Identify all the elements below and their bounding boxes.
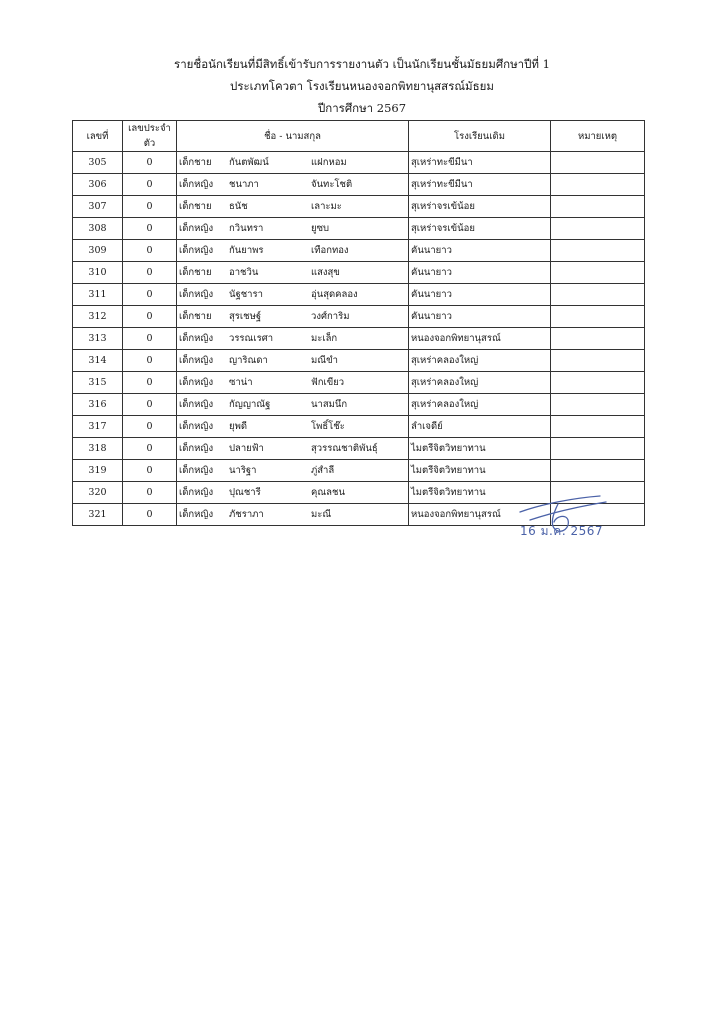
cell-no: 317 — [73, 416, 123, 438]
last-name: โพธิ์โช๊ะ — [311, 421, 345, 432]
cell-no: 321 — [73, 504, 123, 526]
name-prefix: เด็กหญิง — [179, 223, 214, 234]
cell-name — [177, 350, 409, 372]
document-title: รายชื่อนักเรียนที่มีสิทธิ์เข้ารับการรายงานตัว เป็นนักเรียนชั้นมัธยมศึกษาปีที่ 1 — [174, 57, 550, 71]
last-name: อุ่นสุดคลอง — [311, 289, 358, 300]
name-prefix: เด็กหญิง — [179, 399, 214, 410]
cell-note — [551, 174, 645, 196]
cell-school: หนองจอกพิทยานุสรณ์ — [409, 328, 551, 350]
cell-name — [177, 306, 409, 328]
cell-id: 0 — [123, 438, 177, 460]
name-prefix: เด็กชาย — [179, 267, 212, 278]
last-name: มะเล็ก — [311, 333, 338, 344]
cell-name — [177, 416, 409, 438]
first-name: กันตพัฒน์ — [229, 157, 269, 168]
last-name: มะณี — [311, 509, 332, 520]
first-name: ซาน่า — [229, 377, 253, 388]
student-roster-table — [72, 120, 645, 526]
table-row — [73, 262, 645, 284]
table-row — [73, 438, 645, 460]
cell-note — [551, 240, 645, 262]
cell-no: 314 — [73, 350, 123, 372]
name-prefix: เด็กหญิง — [179, 443, 214, 454]
table-row — [73, 174, 645, 196]
first-name: กันยาพร — [229, 245, 264, 256]
table-row — [73, 350, 645, 372]
first-name: ปลายฟ้า — [229, 443, 264, 454]
cell-name — [177, 262, 409, 284]
last-name: ยูซบ — [311, 223, 330, 234]
cell-id: 0 — [123, 504, 177, 526]
name-prefix: เด็กหญิง — [179, 421, 214, 432]
cell-name — [177, 240, 409, 262]
cell-note — [551, 394, 645, 416]
cell-no: 311 — [73, 284, 123, 306]
cell-name — [177, 372, 409, 394]
last-name: สุวรรณชาติพันธุ์ — [311, 443, 378, 454]
cell-id: 0 — [123, 394, 177, 416]
name-prefix: เด็กชาย — [179, 311, 212, 322]
last-name: แสงสุข — [311, 267, 340, 278]
cell-no: 310 — [73, 262, 123, 284]
cell-name — [177, 174, 409, 196]
cell-note — [551, 438, 645, 460]
table-row — [73, 416, 645, 438]
name-prefix: เด็กหญิง — [179, 179, 214, 190]
cell-school: คันนายาว — [409, 262, 551, 284]
table-row — [73, 218, 645, 240]
first-name: สุรเชษฐ์ — [229, 311, 262, 322]
cell-school: คันนายาว — [409, 240, 551, 262]
table-body — [73, 152, 645, 526]
cell-no: 320 — [73, 482, 123, 504]
name-prefix: เด็กหญิง — [179, 333, 214, 344]
last-name: วงศ์การิม — [311, 311, 350, 322]
cell-id: 0 — [123, 262, 177, 284]
cell-no: 305 — [73, 152, 123, 174]
cell-school: สุเหร่าคลองใหญ่ — [409, 350, 551, 372]
table-row — [73, 306, 645, 328]
cell-no: 309 — [73, 240, 123, 262]
column-header-no: เลขที่ — [73, 121, 123, 152]
name-prefix: เด็กชาย — [179, 201, 212, 212]
table-header-row — [73, 121, 645, 152]
last-name: แฝกหอม — [311, 157, 347, 168]
document-subtitle: ประเภทโควตา โรงเรียนหนองจอกพิทยานุสสรณ์มัธยม — [230, 79, 494, 93]
cell-id: 0 — [123, 350, 177, 372]
cell-school: ไมตรีจิตวิทยาทาน — [409, 460, 551, 482]
cell-school: ไมตรีจิตวิทยาทาน — [409, 482, 551, 504]
first-name: นัฐชารา — [229, 289, 263, 300]
cell-no: 313 — [73, 328, 123, 350]
cell-note — [551, 372, 645, 394]
cell-note — [551, 306, 645, 328]
cell-school: สุเหร่าคลองใหญ่ — [409, 394, 551, 416]
table-row — [73, 372, 645, 394]
first-name: ญาริณดา — [229, 355, 268, 366]
cell-note — [551, 196, 645, 218]
name-prefix: เด็กหญิง — [179, 377, 214, 388]
cell-note — [551, 460, 645, 482]
first-name: นาริฐา — [229, 465, 257, 476]
cell-school: คันนายาว — [409, 284, 551, 306]
first-name: อาชวิน — [229, 267, 259, 278]
signature-date-stamp: 16 ม.ค. 2567 — [520, 524, 604, 538]
cell-name — [177, 218, 409, 240]
cell-note — [551, 416, 645, 438]
name-prefix: เด็กหญิง — [179, 465, 214, 476]
cell-id: 0 — [123, 284, 177, 306]
cell-id: 0 — [123, 416, 177, 438]
last-name: คุณลชน — [311, 487, 345, 498]
cell-note — [551, 218, 645, 240]
name-prefix: เด็กหญิง — [179, 289, 214, 300]
first-name: ชนาภา — [229, 179, 259, 190]
cell-school: สุเหร่าจรเข้น้อย — [409, 196, 551, 218]
cell-id: 0 — [123, 482, 177, 504]
first-name: ยุพดี — [229, 421, 247, 432]
last-name: ฟักเขียว — [311, 377, 345, 388]
table-row — [73, 152, 645, 174]
cell-no: 318 — [73, 438, 123, 460]
cell-no: 308 — [73, 218, 123, 240]
cell-school: หนองจอกพิทยานุสรณ์ — [409, 504, 551, 526]
column-header-name: ชื่อ - นามสกุล — [177, 121, 409, 152]
table-row — [73, 328, 645, 350]
cell-id: 0 — [123, 328, 177, 350]
table-row — [73, 394, 645, 416]
academic-year: ปีการศึกษา 2567 — [317, 101, 407, 115]
cell-school: สุเหร่าทะขีมีนา — [409, 152, 551, 174]
name-prefix: เด็กชาย — [179, 157, 212, 168]
cell-school: ไมตรีจิตวิทยาทาน — [409, 438, 551, 460]
first-name: ธนัช — [229, 201, 248, 212]
cell-note — [551, 350, 645, 372]
cell-school: สุเหร่าจรเข้น้อย — [409, 218, 551, 240]
cell-name — [177, 482, 409, 504]
table-row — [73, 196, 645, 218]
cell-note — [551, 284, 645, 306]
last-name: เทือกทอง — [311, 245, 349, 256]
cell-name — [177, 460, 409, 482]
cell-note — [551, 152, 645, 174]
name-prefix: เด็กหญิง — [179, 487, 214, 498]
cell-id: 0 — [123, 306, 177, 328]
cell-no: 312 — [73, 306, 123, 328]
cell-school: คันนายาว — [409, 306, 551, 328]
table-row — [73, 284, 645, 306]
name-prefix: เด็กหญิง — [179, 509, 214, 520]
table-row — [73, 240, 645, 262]
name-prefix: เด็กหญิง — [179, 245, 214, 256]
cell-id: 0 — [123, 174, 177, 196]
cell-id: 0 — [123, 152, 177, 174]
last-name: มณีขำ — [311, 355, 338, 366]
cell-name — [177, 394, 409, 416]
table-row — [73, 460, 645, 482]
column-header-school: โรงเรียนเดิม — [409, 121, 551, 152]
cell-school: สุเหร่าคลองใหญ่ — [409, 372, 551, 394]
cell-id: 0 — [123, 372, 177, 394]
cell-id: 0 — [123, 460, 177, 482]
cell-no: 315 — [73, 372, 123, 394]
cell-id: 0 — [123, 196, 177, 218]
first-name: กัญญาณัฐ — [229, 399, 271, 410]
column-header-id: เลขประจำตัว — [123, 121, 177, 152]
last-name: จันทะโชติ — [311, 179, 353, 190]
cell-name — [177, 504, 409, 526]
cell-school: ลำเจดีย์ — [409, 416, 551, 438]
cell-note — [551, 328, 645, 350]
cell-id: 0 — [123, 218, 177, 240]
cell-school: สุเหร่าทะขีมีนา — [409, 174, 551, 196]
last-name: ภู่สำลี — [311, 465, 335, 476]
last-name: เลาะมะ — [311, 201, 342, 212]
cell-name — [177, 328, 409, 350]
first-name: กวินทรา — [229, 223, 264, 234]
cell-note — [551, 262, 645, 284]
column-header-note: หมายเหตุ — [551, 121, 645, 152]
cell-name — [177, 438, 409, 460]
cell-no: 307 — [73, 196, 123, 218]
cell-no: 319 — [73, 460, 123, 482]
first-name: ภัชราภา — [229, 509, 264, 520]
last-name: นาสมนึก — [311, 399, 348, 410]
first-name: วรรณเรศา — [229, 333, 274, 344]
cell-name — [177, 196, 409, 218]
first-name: ปุณชารี — [229, 487, 261, 498]
cell-name — [177, 284, 409, 306]
name-prefix: เด็กหญิง — [179, 355, 214, 366]
cell-name — [177, 152, 409, 174]
cell-no: 306 — [73, 174, 123, 196]
cell-no: 316 — [73, 394, 123, 416]
cell-id: 0 — [123, 240, 177, 262]
